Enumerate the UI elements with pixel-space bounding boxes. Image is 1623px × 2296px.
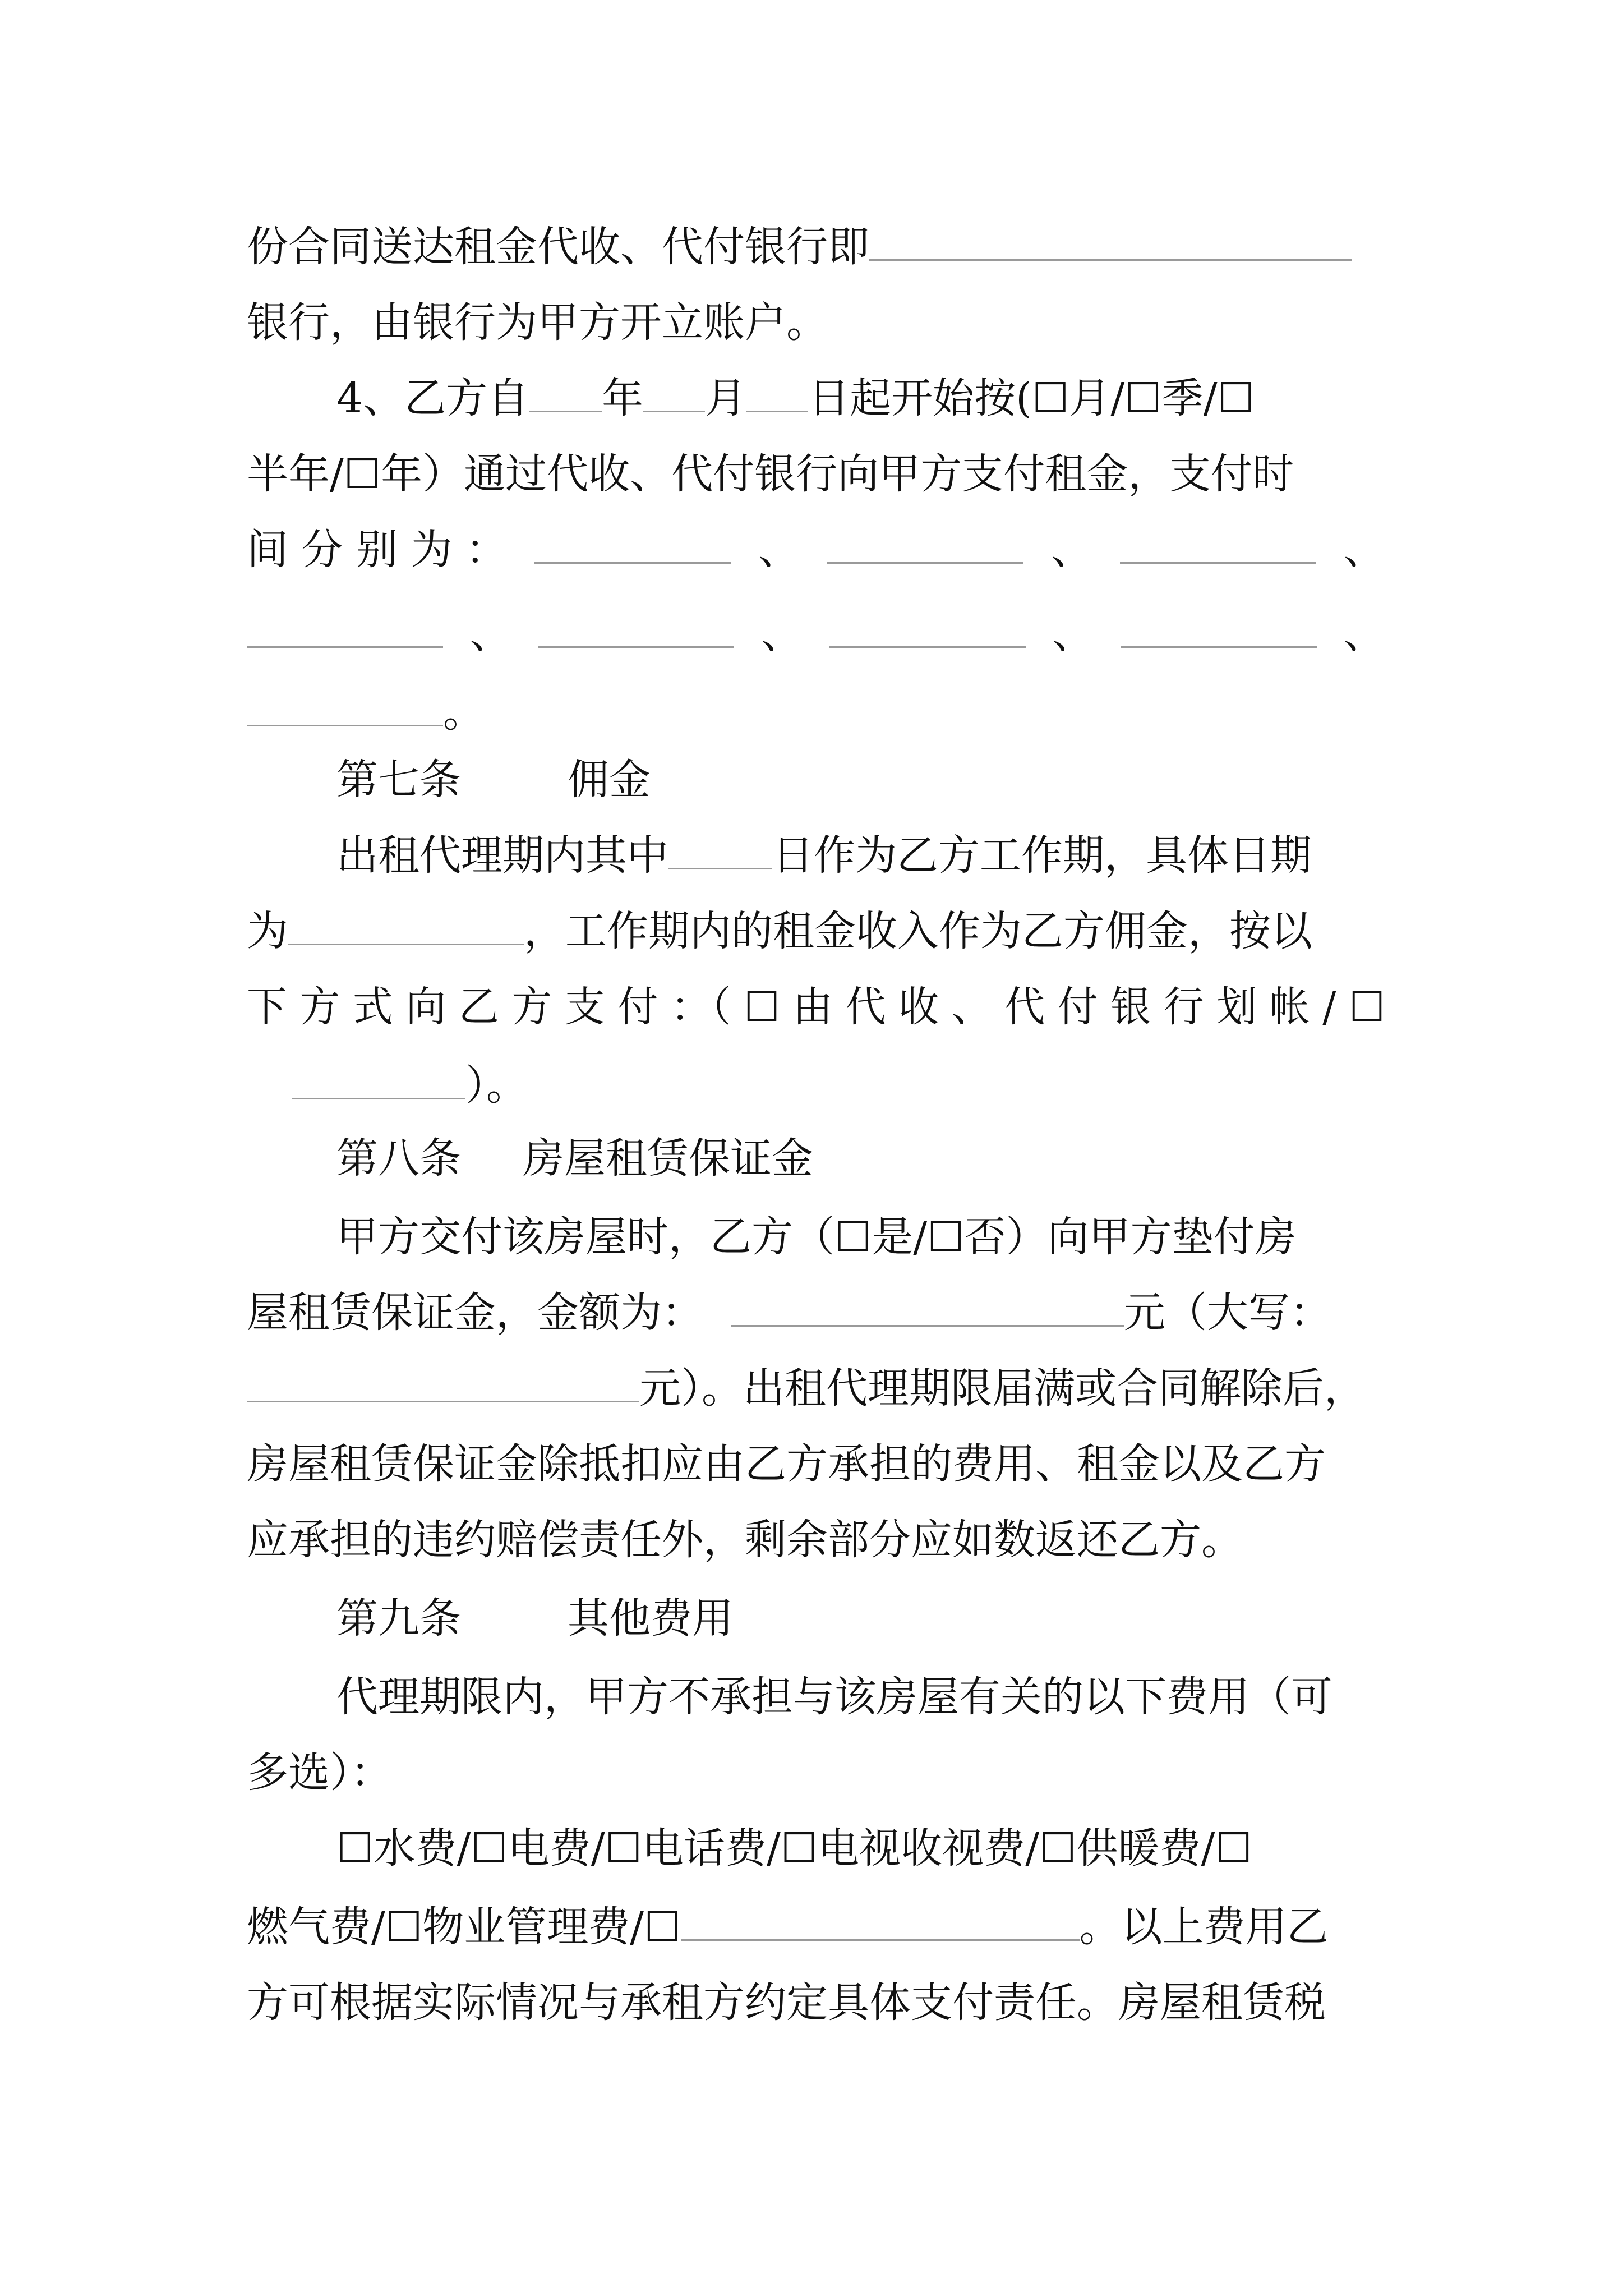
doc-line-6 [247,603,1385,665]
article-8-name: 房屋租赁保证金 [523,1134,813,1182]
article-8-title: 第八条 [336,1134,461,1182]
separator: 、 [1343,610,1385,658]
deposit-amount-blank [731,1283,1124,1327]
deposit-text-5: 应承担的违约赔偿责任外，剩余部分应如数返还乙方。 [247,1516,1243,1564]
doc-line-9 [247,825,1475,886]
doc-line-22 [247,1818,1475,1879]
other-method-blank [292,1056,465,1099]
separator: 、 [1344,526,1385,574]
start-date-prefix: 4、乙方自 [336,374,529,422]
fees-text-2: 多选）： [247,1749,392,1797]
end-period: 。 [443,688,485,737]
article-7-title: 第七条 [336,756,461,804]
article-7-heading [247,749,1475,811]
separator: 、 [469,610,511,658]
doc-line-10 [247,900,1385,962]
doc-line-20 [247,1666,1475,1728]
payment-times-label: 间 分 别 为 ： [247,526,508,574]
work-period-prefix: 出租代理期内其中 [336,831,668,880]
deposit-amount-suffix: 元（大写： [1124,1289,1331,1337]
doc-line-21 [247,1742,1385,1803]
article-9-heading [247,1588,1475,1649]
article-9-name: 其他费用 [568,1594,734,1642]
payment-time-blank [534,521,731,564]
doc-line-17 [247,1433,1385,1495]
work-days-blank [668,826,772,869]
fees-options: ☐水费/☐电费/☐电话费/☐电视收视费/☐供暖费/☐ [336,1824,1252,1872]
deposit-text-4: 房屋租赁保证金除抵扣应由乙方承担的费用、租金以及乙方 [247,1440,1326,1488]
fees-text-1: 代理期限内，甲方不承担与该房屋有关的以下费用（可 [336,1673,1332,1721]
doc-line-18 [247,1509,1385,1571]
payment-time-blank [829,605,1026,648]
separator: 、 [761,610,803,658]
other-fee-blank [681,1898,1080,1941]
start-month-blank [643,369,705,412]
bank-name-blank [869,218,1352,261]
doc-line-16 [247,1358,1385,1419]
payment-time-blank [827,521,1023,564]
year-label: 年 [602,374,644,422]
bank-delivery-text: 份合同送达租金代收、代付银行即 [247,223,869,271]
bank-account-text: 银行，由银行为甲方开立账户。 [247,298,828,347]
article-7-name: 佣金 [568,756,651,804]
fees-text-4: 。以上费用乙 [1079,1903,1329,1951]
payment-time-blank [538,605,734,648]
doc-line-7 [247,682,1385,743]
work-date-prefix: 为 [247,907,288,955]
payment-time-blank [1121,605,1317,648]
article-9-title: 第九条 [336,1594,461,1642]
doc-line-24 [247,1972,1385,2033]
start-day-blank [746,369,808,412]
doc-line-5 [247,519,1385,581]
fees-text-5: 方可根据实际情况与承租方约定具体支付责任。房屋租赁税 [247,1978,1326,2027]
work-period-suffix: 日作为乙方工作期，具体日期 [772,831,1312,880]
commission-text: ，工作期内的租金收入作为乙方佣金，按以 [524,907,1312,955]
payment-cycle-text: 日起开始按(☐月/☐季/☐ [808,374,1255,422]
deposit-text-3: 元）。出租代理期限届满或合同解除后， [639,1364,1366,1412]
work-date-blank [288,902,524,945]
month-label: 月 [705,374,747,422]
doc-line-11 [247,976,1385,1038]
separator: 、 [758,526,800,574]
doc-line-15 [247,1282,1385,1343]
payment-method-text: 半年/☐年）通过代收、代付银行向甲方支付租金，支付时 [247,450,1294,498]
payment-time-blank [247,605,443,648]
payment-time-blank [1120,521,1316,564]
payment-time-blank [247,683,443,726]
deposit-amount-prefix: 屋租赁保证金，金额为： [247,1289,703,1337]
separator: 、 [1052,610,1094,658]
doc-line-1 [247,216,1385,278]
deposit-amount-words-blank [247,1359,639,1402]
commission-payment-method: 下 方 式 向 乙 方 支 付 ：（ ☐ 由 代 收 、 代 付 银 行 划 帐 / ☐ [247,983,1385,1031]
deposit-text-1: 甲方交付该房屋时，乙方（☐是/☐否）向甲方垫付房 [336,1213,1297,1261]
start-year-blank [529,369,602,412]
article-8-heading [247,1128,1475,1189]
doc-line-3 [247,367,1475,429]
close-paren: ）。 [465,1061,528,1110]
doc-line-2 [247,292,1385,353]
doc-line-4 [247,443,1385,505]
doc-line-12 [247,1055,1385,1116]
fees-options-2: 燃气费/☐物业管理费/☐ [247,1903,681,1951]
doc-line-23 [247,1896,1385,1958]
doc-line-14 [247,1206,1475,1268]
separator: 、 [1051,526,1093,574]
